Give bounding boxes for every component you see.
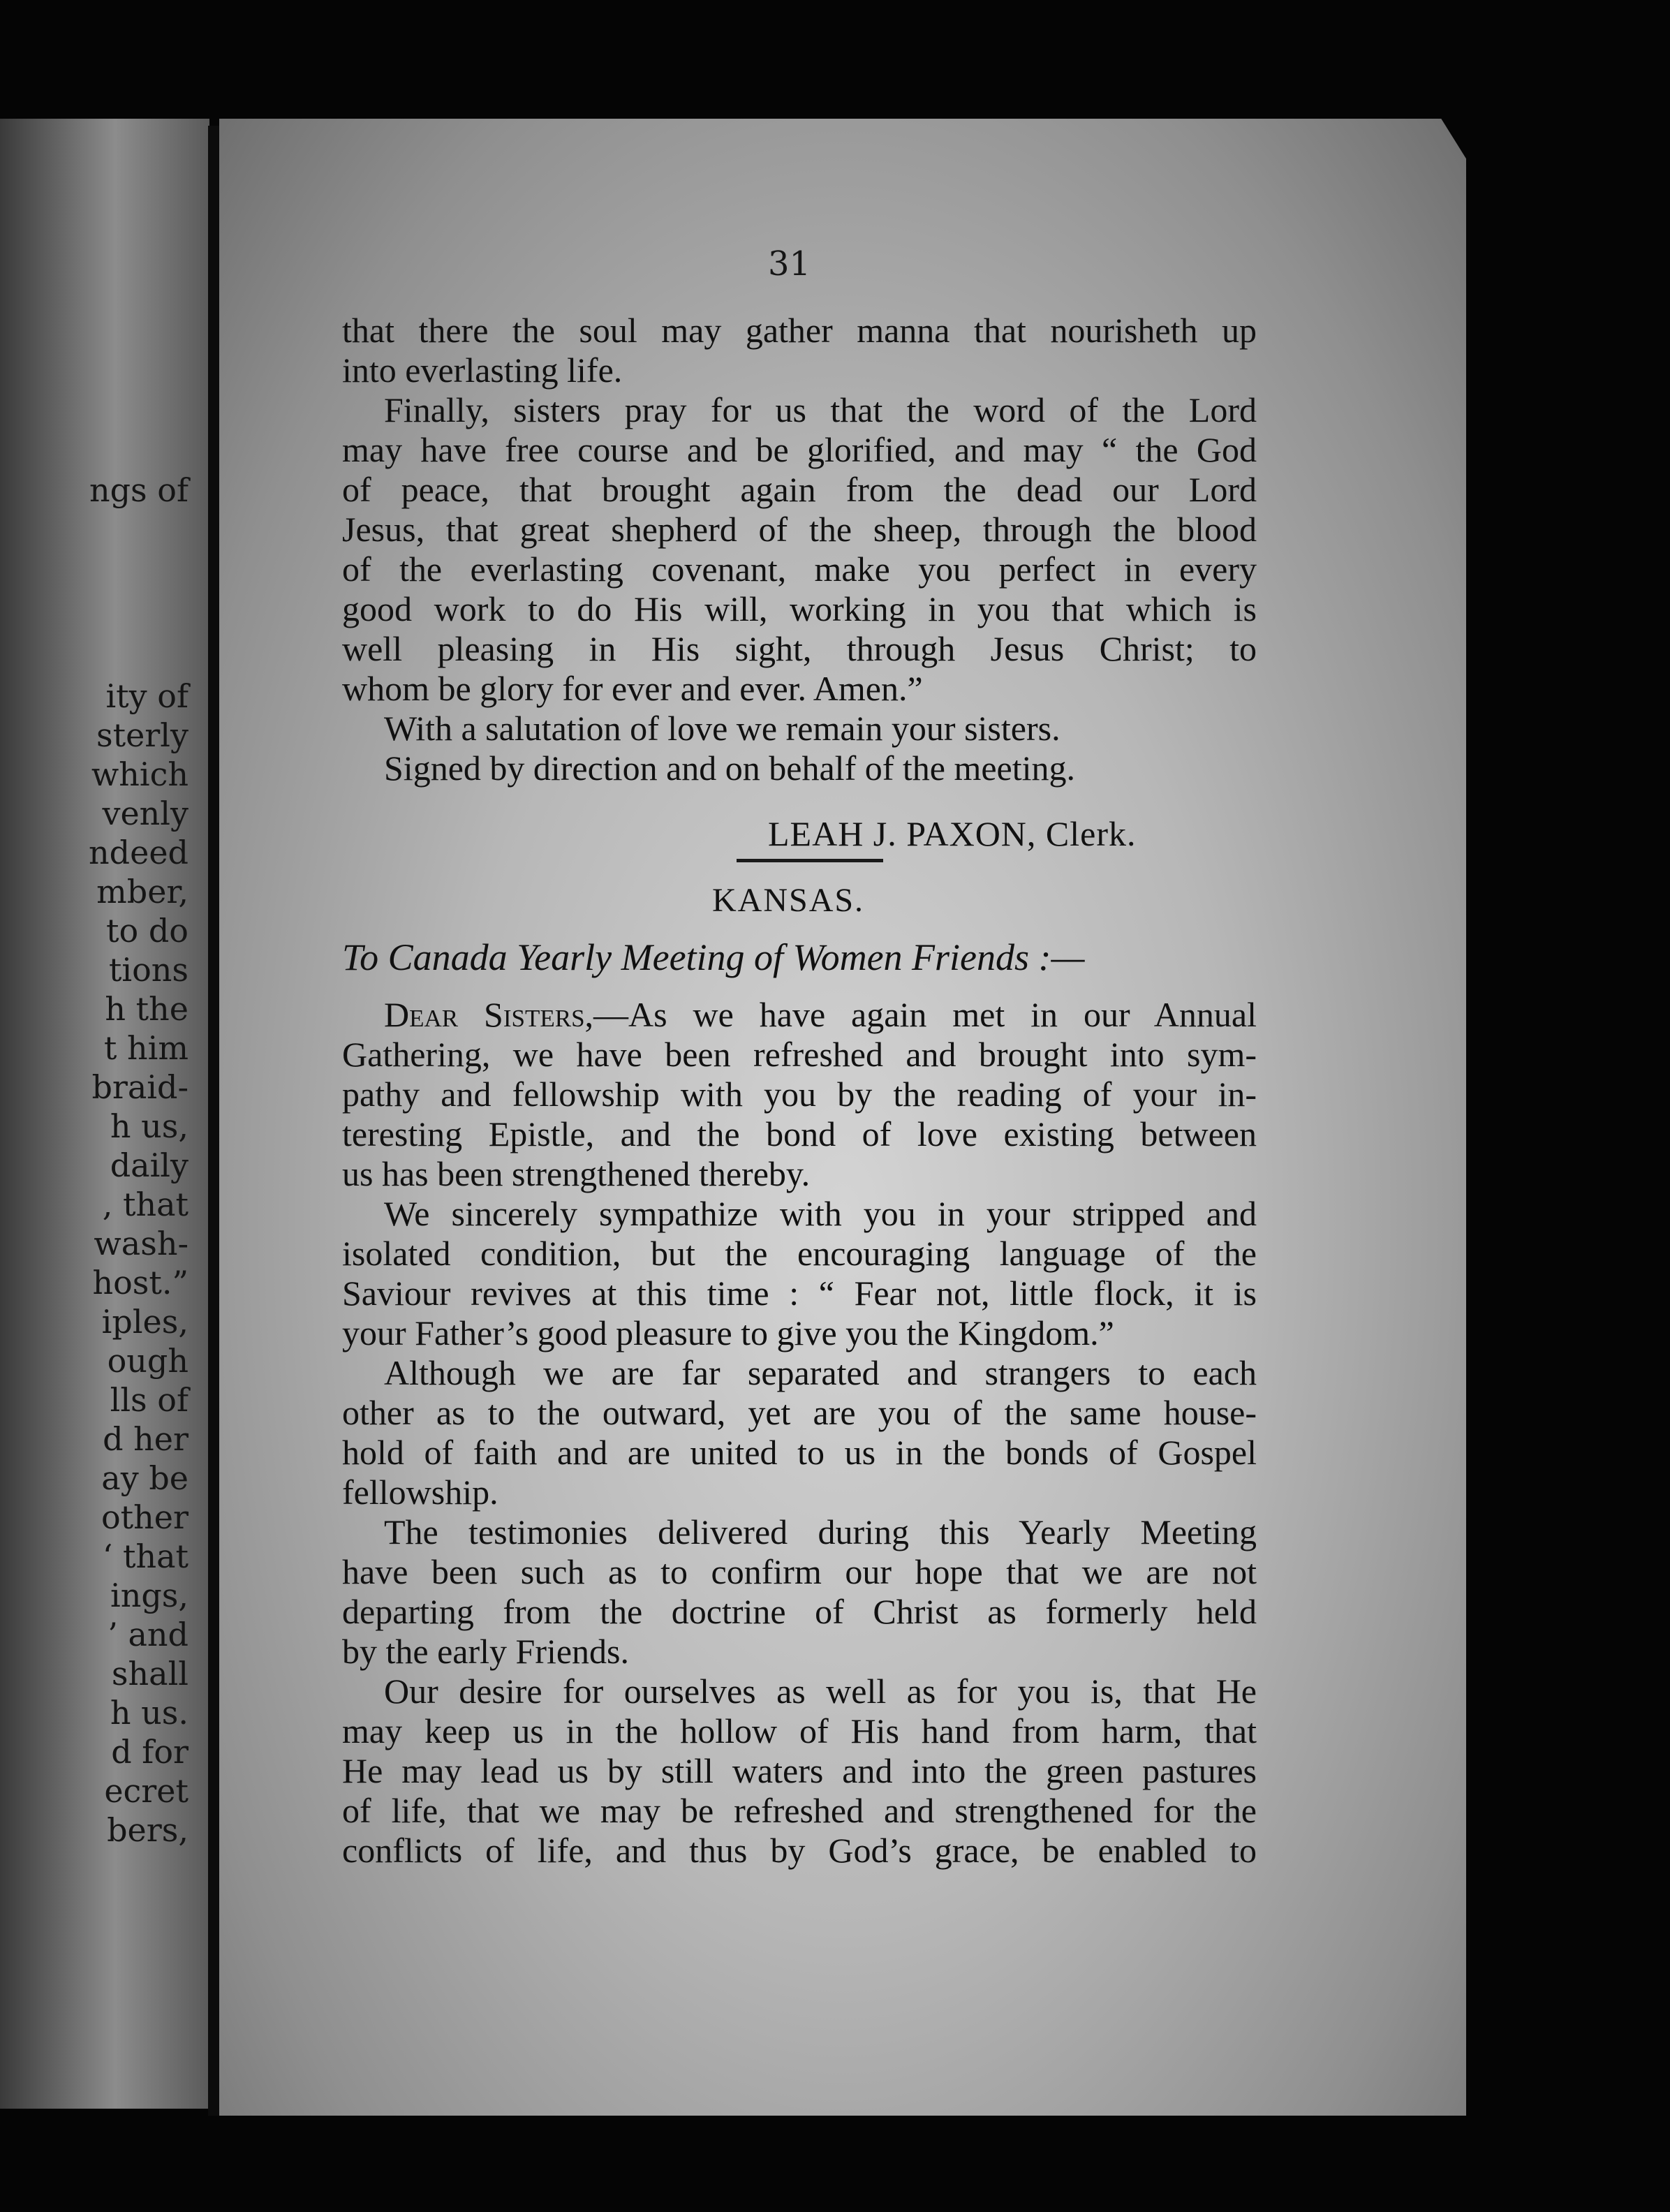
text-line: conflicts of life, and thus by God’s grace, be enabled to [342,1831,1257,1870]
text-line: The testimonies delivered during this Yearly Meeting [384,1512,1257,1551]
text-line: your Father’s good pleasure to give you the Kingdom.” [342,1313,1114,1352]
text-line: by the early Friends. [342,1632,630,1671]
text-line: that there the soul may gather manna that nourisheth up [342,311,1257,350]
text-line: We sincerely sympathize with you in your stripped and [384,1194,1257,1233]
signature: LEAH J. PAXON, Clerk. [768,814,1137,853]
left-page-fragment: h the [105,990,189,1028]
left-page-fragment: h us, [110,1107,189,1145]
left-page-fragment: ings, [110,1577,189,1614]
text-line: of peace, that brought again from the dead our Lord [342,470,1257,509]
left-page [0,119,209,2109]
left-page-fragment: , that [102,1186,189,1223]
left-page-fragment: ngs of [89,471,189,509]
left-page-fragment: ‘ that [102,1538,189,1575]
text-line: hold of faith and are united to us in the bonds of Gospel [342,1433,1257,1472]
left-page-fragment: sterly [96,716,189,754]
left-page-fragment: bers, [107,1811,189,1849]
left-page-fragment: tions [108,951,189,989]
text-line: teresting Epistle, and the bond of love existing between [342,1114,1257,1153]
left-page-fragment: ough [107,1342,189,1380]
left-page-fragment: ’ and [108,1616,189,1653]
left-page-fragment: host.” [92,1264,189,1302]
text-line: have been such as to confirm our hope that we are not [342,1552,1257,1591]
left-page-fragment: ecret [104,1772,189,1810]
text-line: Jesus, that great shepherd of the sheep, through the blood [342,510,1257,549]
page-number: 31 [768,244,811,283]
left-page-fragment: venly [102,795,189,832]
text-line: other as to the outward, yet are you of the same house- [342,1393,1257,1432]
text-line: good work to do His will, working in you that which is [342,589,1257,628]
left-page-fragment: ay be [101,1459,189,1497]
text-line [342,997,1257,1032]
text-line: may have free course and be glorified, and may “ the God [342,430,1257,469]
text-line: Although we are far separated and strangers to each [384,1353,1257,1392]
left-page-fragment: braid- [91,1068,189,1106]
text-fragment: —As we have again met in our Annual [593,995,1257,1034]
text-line: Finally, sisters pray for us that the word of the Lord [384,390,1257,429]
text-line: He may lead us by still waters and into the green pastures [342,1751,1257,1790]
text-line: Gathering, we have been refreshed and brought into sym- [342,1035,1257,1074]
text-line: departing from the doctrine of Christ as formerly held [342,1592,1257,1631]
left-page-fragment: ndeed [89,834,189,871]
text-line: of life, that we may be refreshed and strengthened for the [342,1791,1257,1830]
left-page-fragment: mber, [96,873,189,910]
salutation: With a salutation of love we remain your sisters. [384,709,1061,748]
text-line: fellowship. [342,1473,498,1512]
text-line: into everlasting life. [342,351,623,390]
text-line: well pleasing in His sight, through Jesus Christ; to [342,629,1257,668]
book-spine [208,126,219,2116]
left-page-fragment: to do [106,912,189,950]
left-page-fragment: other [101,1498,189,1536]
text-line: isolated condition, but the encouraging language of the [342,1234,1257,1273]
left-page-fragment: wash- [94,1225,189,1262]
section-divider [737,859,883,862]
left-page-fragment: t him [103,1029,189,1067]
left-page-fragment: which [91,755,189,793]
letter-address: To Canada Yearly Meeting of Women Friends :— [342,936,1085,978]
signed-by-line: Signed by direction and on behalf of the meeting. [384,749,1076,788]
left-page-fragment: h us. [110,1694,189,1732]
left-page-fragment: d her [103,1420,189,1458]
section-heading: KANSAS. [712,882,865,919]
text-line: of the everlasting covenant, make you perfect in every [342,550,1257,589]
text-line: Our desire for ourselves as well as for you is, that He [384,1672,1257,1711]
left-page-fragment: d for [111,1733,189,1771]
text-line: may keep us in the hollow of His hand from harm, that [342,1711,1257,1750]
left-page-fragment: ity of [105,677,189,715]
letter-greeting: Dear Sisters, [384,995,594,1034]
text-line: Saviour revives at this time : “ Fear not, little flock, it is [342,1274,1257,1313]
text-line: whom be glory for ever and ever. Amen.” [342,669,923,708]
left-page-fragment: shall [111,1655,189,1693]
left-page-fragment: iples, [101,1303,189,1341]
left-page-fragment: lls of [110,1381,189,1419]
text-line: us has been strengthened thereby. [342,1154,811,1193]
text-line: pathy and fellowship with you by the reading of your in- [342,1075,1257,1114]
left-page-fragment: daily [110,1146,189,1184]
